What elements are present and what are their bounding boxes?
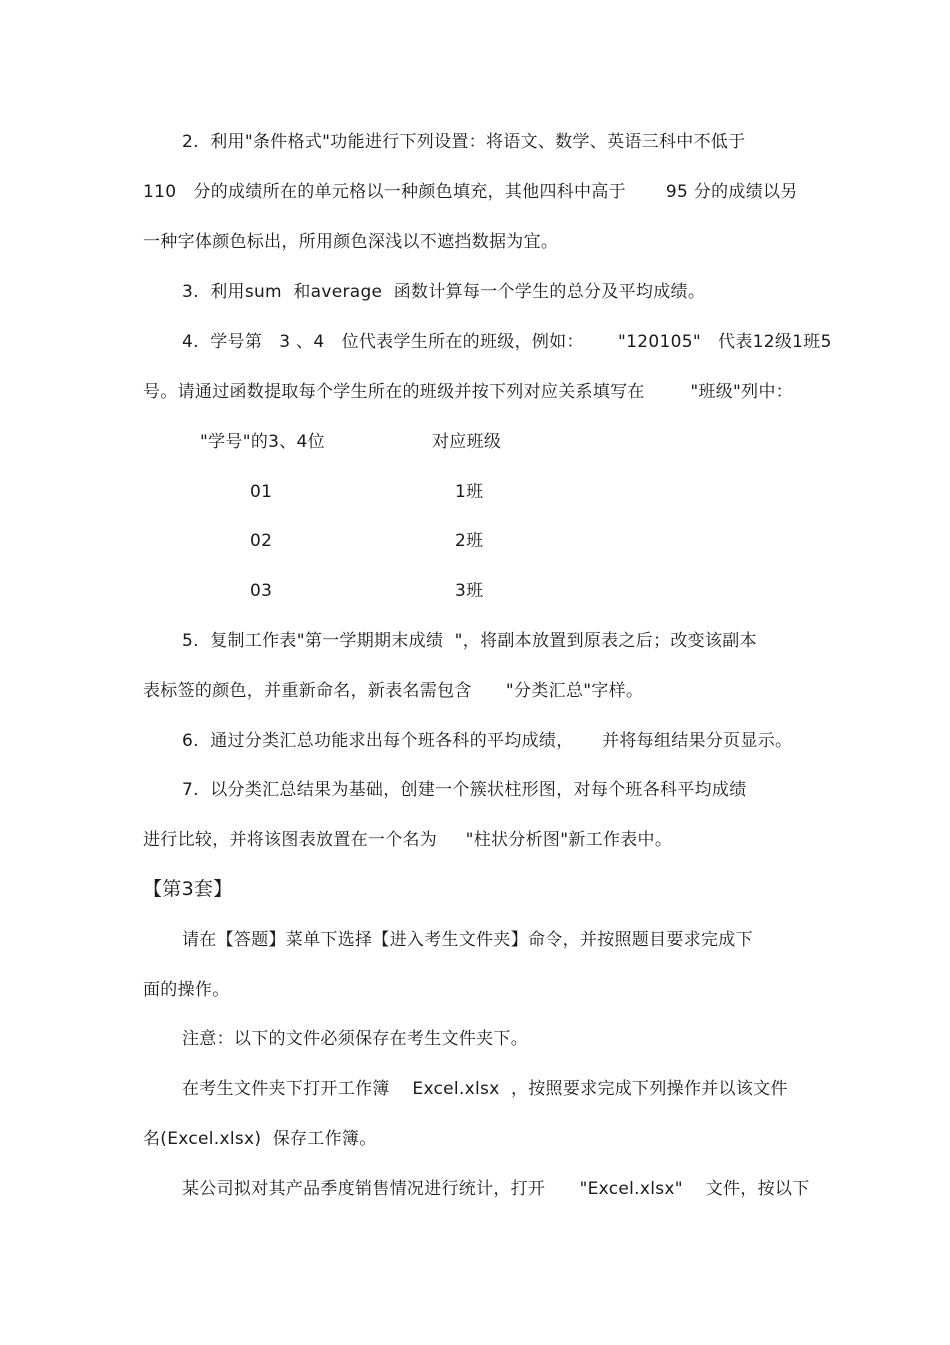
table-header-student-id: "学号"的3、4位 [200, 432, 325, 452]
table-cell: 03 [250, 581, 273, 601]
paragraph-line: 进行比较，并将该图表放置在一个名为 "柱状分析图"新工作表中。 [143, 830, 673, 850]
paragraph-line: 一种字体颜色标出，所用颜色深浅以不遮挡数据为宜。 [143, 232, 559, 252]
paragraph-line: 5. 复制工作表"第一学期期末成绩 "，将副本放置到原表之后；改变该副本 [182, 631, 757, 651]
paragraph-line: 110 分的成绩所在的单元格以一种颜色填充，其他四科中高于 95 分的成绩以另 [143, 182, 798, 202]
table-header-class: 对应班级 [432, 432, 502, 452]
paragraph-line: 请在【答题】菜单下选择【进入考生文件夹】命令，并按照题目要求完成下 [182, 930, 753, 950]
paragraph-line: 注意：以下的文件必须保存在考生文件夹下。 [182, 1029, 528, 1049]
paragraph-line: 在考生文件夹下打开工作簿 Excel.xlsx ，按照要求完成下列操作并以该文件 [182, 1079, 788, 1099]
table-cell: 3班 [455, 581, 484, 601]
table-cell: 1班 [455, 482, 484, 502]
table-cell: 02 [250, 531, 273, 551]
table-cell: 2班 [455, 531, 484, 551]
paragraph-line: 3. 利用sum 和average 函数计算每一个学生的总分及平均成绩。 [182, 282, 706, 302]
paragraph-line: 号。请通过函数提取每个学生所在的班级并按下列对应关系填写在 "班级"列中： [143, 382, 794, 402]
paragraph-line: 6. 通过分类汇总功能求出每个班各科的平均成绩， 并将每组结果分页显示。 [182, 731, 793, 751]
paragraph-line: 面的操作。 [143, 980, 230, 1000]
paragraph-line: 7. 以分类汇总结果为基础，创建一个簇状柱形图，对每个班各科平均成绩 [182, 780, 747, 800]
section-heading: 【第3套】 [143, 878, 233, 900]
table-cell: 01 [250, 482, 273, 502]
paragraph-line: 名(Excel.xlsx) 保存工作簿。 [143, 1129, 377, 1149]
paragraph-line: 表标签的颜色，并重新命名，新表名需包含 "分类汇总"字样。 [143, 681, 644, 701]
paragraph-line: 2. 利用"条件格式"功能进行下列设置：将语文、数学、英语三科中不低于 [182, 132, 746, 152]
paragraph-line: 某公司拟对其产品季度销售情况进行统计，打开 "Excel.xlsx" 文件，按以下 [182, 1179, 810, 1199]
paragraph-line: 4. 学号第 3 、4 位代表学生所在的班级，例如： "120105" 代表12级1班5 [182, 332, 832, 352]
